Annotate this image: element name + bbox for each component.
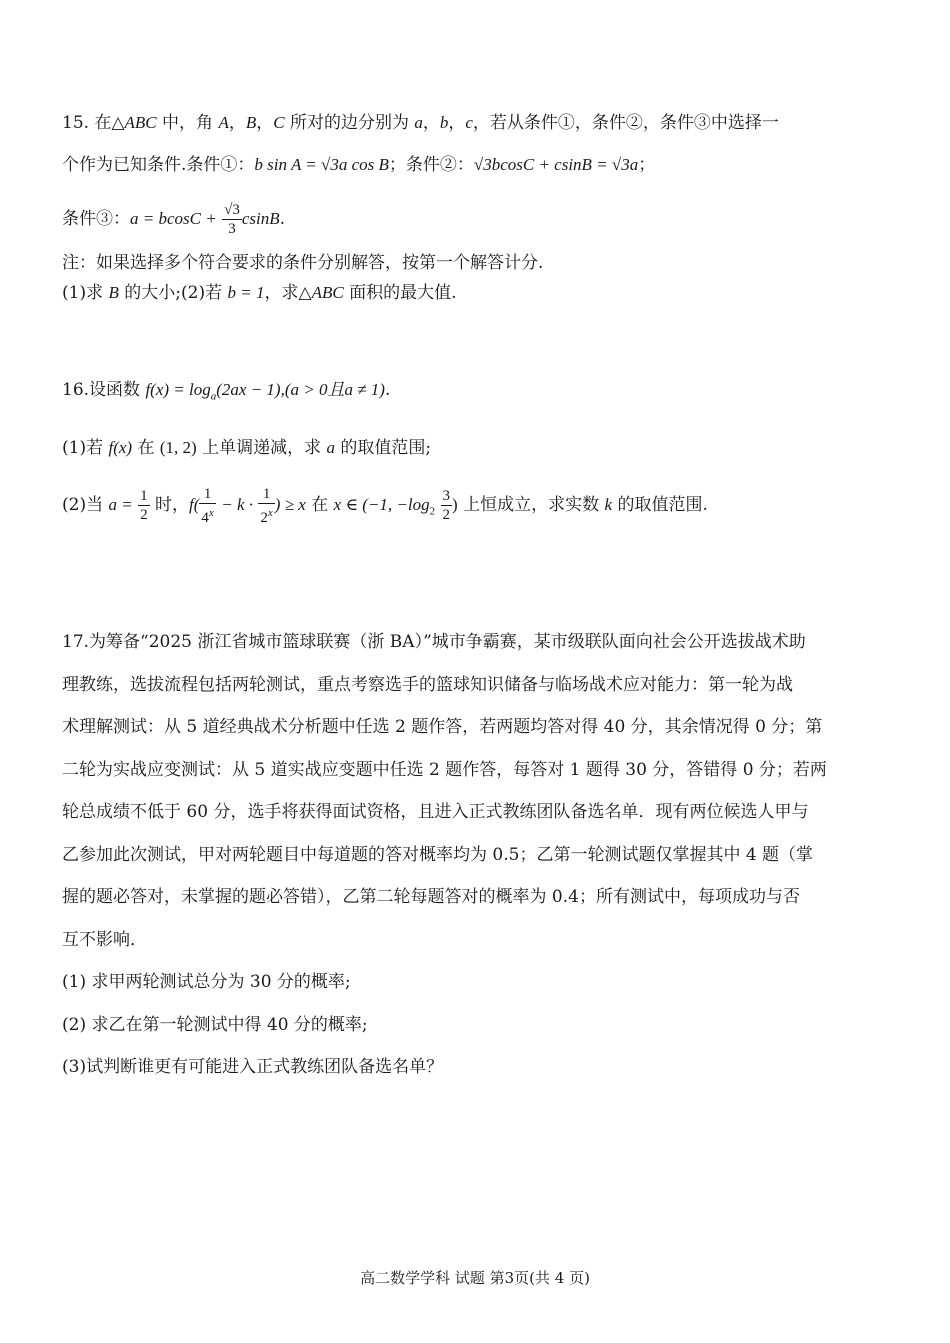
q16-line-3 [62, 484, 892, 532]
text: 术理解测试：从 5 道经典战术分析题中任选 2 题作答，若两题均答对得 40 分，其余情况得 0 分；第 [62, 717, 823, 737]
q15-line-1 [62, 111, 892, 135]
text: ，求△ [264, 283, 312, 303]
text: 时， [149, 495, 190, 515]
math-text: a [414, 113, 423, 132]
text: 在 [132, 438, 160, 458]
domain-expression: x ∈ (−1, −log [333, 495, 430, 514]
text: ， [256, 113, 274, 133]
math-text: − k · [221, 495, 253, 514]
text: 握的题必答对，未掌握的题必答错），乙第二轮每题答对的概率为 0.4；所有测试中，每项成功与否 [62, 887, 800, 907]
text: ；条件②： [388, 155, 474, 175]
fraction-denominator [199, 504, 215, 527]
fraction-numerator: 1 [258, 485, 274, 504]
fraction-denominator: 2 [140, 507, 148, 523]
q17-line [62, 885, 892, 909]
text: ， [422, 113, 440, 133]
text: 注：如果选择多个符合要求的条件分别解答，按第一个解答计分. [62, 253, 544, 273]
fraction [222, 201, 242, 238]
condition-3-formula: a = bcosC + [130, 209, 217, 228]
q16-line-1 [62, 378, 892, 408]
log-base: a [210, 390, 217, 403]
condition-1-formula: b sin A = √3a cos B [254, 155, 389, 174]
math-text: a = [108, 495, 133, 514]
text: (1) 求甲两轮测试总分为 30 分的概率; [62, 972, 351, 992]
math-text: A [218, 113, 229, 132]
text: (2)当 [62, 495, 109, 515]
math-text: (2ax − 1), [216, 380, 285, 399]
q17-line [62, 630, 892, 654]
q17-subquestion-2 [62, 1013, 892, 1037]
math-text: ABC [124, 113, 157, 132]
base: 4 [201, 509, 209, 526]
text: 17.为筹备“2025 浙江省城市篮球联赛（浙 BA）”城市争霸赛，某市级联队面向社会公开选拔战术助 [62, 632, 806, 652]
text: ，若从条件①，条件②，条件③中选择一 [472, 113, 779, 133]
text: 条件③： [62, 209, 130, 229]
q15-note [62, 251, 892, 275]
fraction [138, 487, 150, 524]
q15-line-3 [62, 201, 892, 238]
text: 16.设函数 [62, 380, 146, 400]
fraction-denominator: 2 [442, 507, 451, 523]
fraction-denominator [258, 504, 274, 527]
math-text: csinB [241, 209, 280, 228]
text: 互不影响． [62, 930, 147, 950]
math-text: b [439, 113, 449, 132]
math-text: ) ≥ x [274, 495, 306, 514]
text: (2) 求乙在第一轮测试中得 40 分的概率; [62, 1015, 368, 1035]
condition-2-formula: √3bcosC + csinB = √3a [473, 155, 639, 174]
math-text: C [273, 113, 285, 132]
text: (1)若 [62, 438, 109, 458]
math-text: ) [452, 495, 458, 514]
text: 乙参加此次测试，甲对两轮题目中每道题的答对概率均为 0.5；乙第一轮测试题仅掌握其中 4 题（掌 [62, 845, 814, 865]
fraction-numerator: √3 [224, 202, 240, 218]
math-text: c [465, 113, 473, 132]
math-text: k [604, 495, 613, 514]
q17-subquestion-3 [62, 1055, 892, 1079]
q17-line [62, 928, 892, 952]
math-text: B [108, 283, 119, 302]
q17-line [62, 758, 892, 782]
math-text: a [326, 438, 336, 457]
q15-line-2 [62, 153, 892, 177]
log-base: 2 [429, 505, 436, 518]
text: 的大小;(2)若 [118, 283, 228, 303]
fraction [258, 485, 274, 527]
text: 轮总成绩不低于 60 分，选手将获得面试资格，且进入正式教练团队备选名单．现有两位候选人甲与 [62, 802, 809, 822]
interval: (1, 2) [159, 438, 197, 457]
q17-line [62, 800, 892, 824]
q15-subquestions [62, 281, 892, 305]
text: 所对的边分别为 [284, 113, 415, 133]
q17-line [62, 673, 892, 697]
text: ， [448, 113, 466, 133]
q17-line [62, 715, 892, 739]
q17-subquestion-1 [62, 970, 892, 994]
text: 上单调递减，求 [196, 438, 327, 458]
text: 15. 在△ [62, 113, 125, 133]
math-text: B [245, 113, 257, 132]
text: 的取值范围; [335, 438, 432, 458]
text: (3)试判断谁更有可能进入正式教练团队备选名单？ [62, 1057, 444, 1077]
math-text: f( [189, 495, 200, 514]
fraction-numerator: 1 [140, 488, 148, 504]
function-definition: f(x) = log [145, 380, 211, 399]
page-footer: 高二数学学科 试题 第3页(共 4 页) [360, 1269, 590, 1287]
text: 面积的最大值. [343, 283, 457, 303]
text: 理教练，选拔流程包括两轮测试，重点考察选手的篮球知识储备与临场战术应对能力：第一轮为战 [62, 675, 793, 695]
text: (1)求 [62, 283, 109, 303]
text: ； [638, 155, 656, 175]
text: 中，角 [156, 113, 219, 133]
fraction [441, 487, 453, 524]
q16-line-2 [62, 436, 892, 460]
fraction-numerator: 3 [442, 488, 451, 504]
fraction-numerator: 1 [199, 485, 215, 504]
fraction [199, 485, 215, 527]
math-text: f(x) [108, 438, 133, 457]
exponent: x [267, 506, 273, 519]
text: 在 [305, 495, 334, 515]
math-text: (a > 0且a ≠ 1) [284, 380, 385, 399]
text: 个作为已知条件.条件①： [62, 155, 255, 175]
q17-line [62, 843, 892, 867]
exponent: x [208, 506, 214, 519]
text: 的取值范围. [612, 495, 708, 515]
fraction-denominator: 3 [228, 221, 236, 237]
math-text: ABC [311, 283, 344, 302]
text: ， [228, 113, 246, 133]
text: . [384, 380, 391, 400]
math-text: b = 1 [227, 283, 265, 302]
text: 上恒成立，求实数 [457, 495, 605, 515]
base: 2 [260, 509, 268, 526]
text: . [279, 209, 286, 229]
text: 二轮为实战应变测试：从 5 道实战应变题中任选 2 题作答，每答对 1 题得 30 分，答错得 0 分；若两 [62, 760, 827, 780]
